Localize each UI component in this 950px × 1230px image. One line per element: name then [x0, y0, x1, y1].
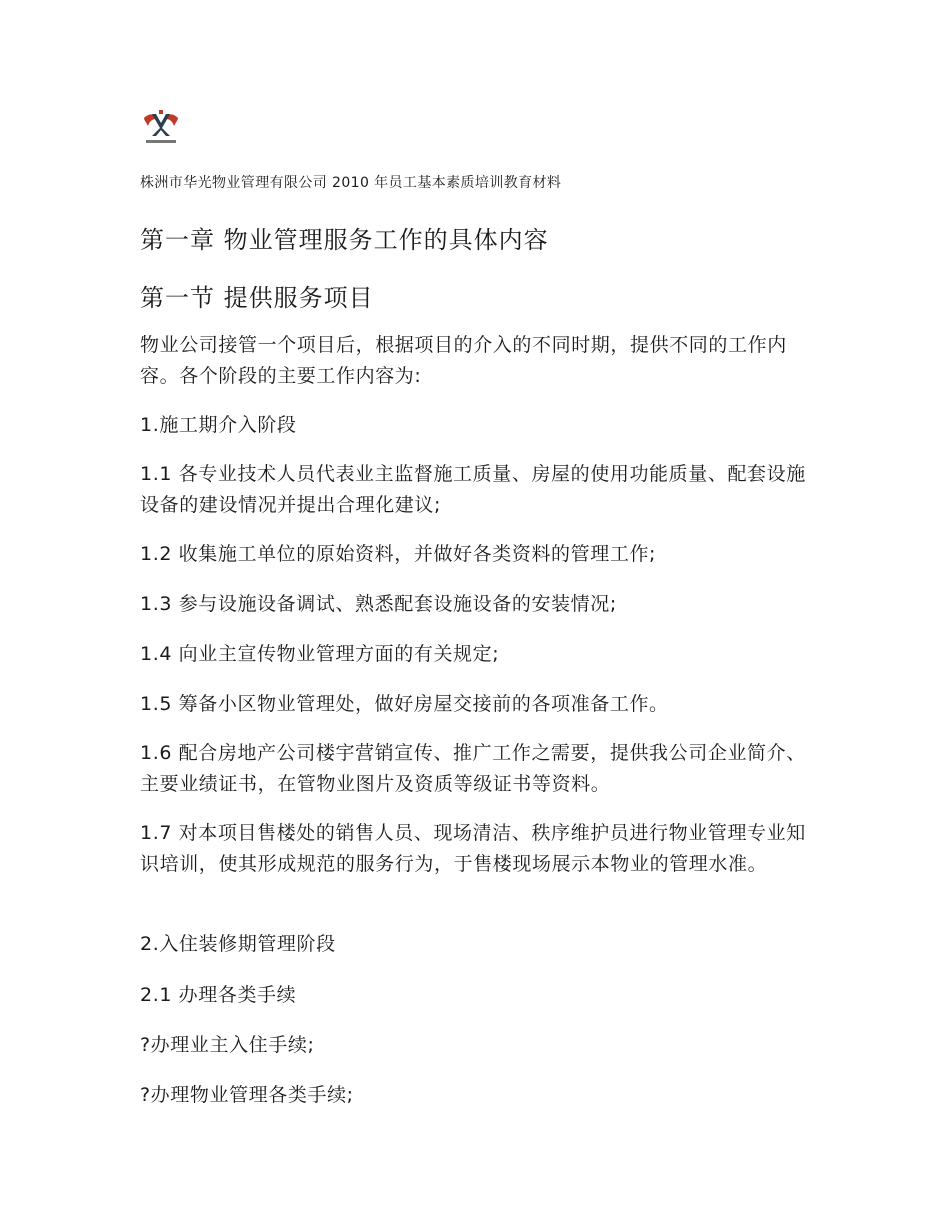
- paragraph-1-5: 1.5 筹备小区物业管理处，做好房屋交接前的各项准备工作。: [140, 693, 669, 715]
- paragraph-heading-1: 1.施工期介入阶段: [140, 414, 297, 436]
- paragraph-1-2: 1.2 收集施工单位的原始资料，并做好各类资料的管理工作;: [140, 543, 657, 565]
- section-title: 第一节 提供服务项目: [140, 284, 374, 312]
- paragraph-bullet-1: ?办理业主入住手续;: [140, 1034, 315, 1056]
- paragraph-1-4: 1.4 向业主宣传物业管理方面的有关规定;: [140, 643, 500, 665]
- paragraph-intro: 物业公司接管一个项目后，根据项目的介入的不同时期，提供不同的工作内容。各个阶段的主要工作内容为:: [140, 334, 787, 387]
- paragraph-1-7: 1.7 对本项目售楼处的销售人员、现场清洁、秩序维护员进行物业管理专业知识培训，使其形成规范的服务行为，于售楼现场展示本物业的管理水准。: [140, 822, 806, 875]
- chapter-title: 第一章 物业管理服务工作的具体内容: [140, 226, 549, 254]
- paragraph-heading-2: 2.入住装修期管理阶段: [140, 933, 336, 955]
- paragraph-bullet-2: ?办理物业管理各类手续;: [140, 1084, 354, 1106]
- paragraph-1-3: 1.3 参与设施设备调试、熟悉配套设施设备的安装情况;: [140, 593, 617, 615]
- paragraph-2-1: 2.1 办理各类手续: [140, 984, 297, 1006]
- paragraph-1-6: 1.6 配合房地产公司楼宇营销宣传、推广工作之需要，提供我公司企业简介、主要业绩证书，在管物业图片及资质等级证书等资料。: [140, 742, 806, 795]
- company-logo: [138, 108, 184, 148]
- company-header: 株洲市华光物业管理有限公司 2010 年员工基本素质培训教育材料: [140, 175, 562, 191]
- paragraph-1-1: 1.1 各专业技术人员代表业主监督施工质量、房屋的使用功能质量、配套设施设备的建设情况并提出合理化建议;: [140, 463, 806, 516]
